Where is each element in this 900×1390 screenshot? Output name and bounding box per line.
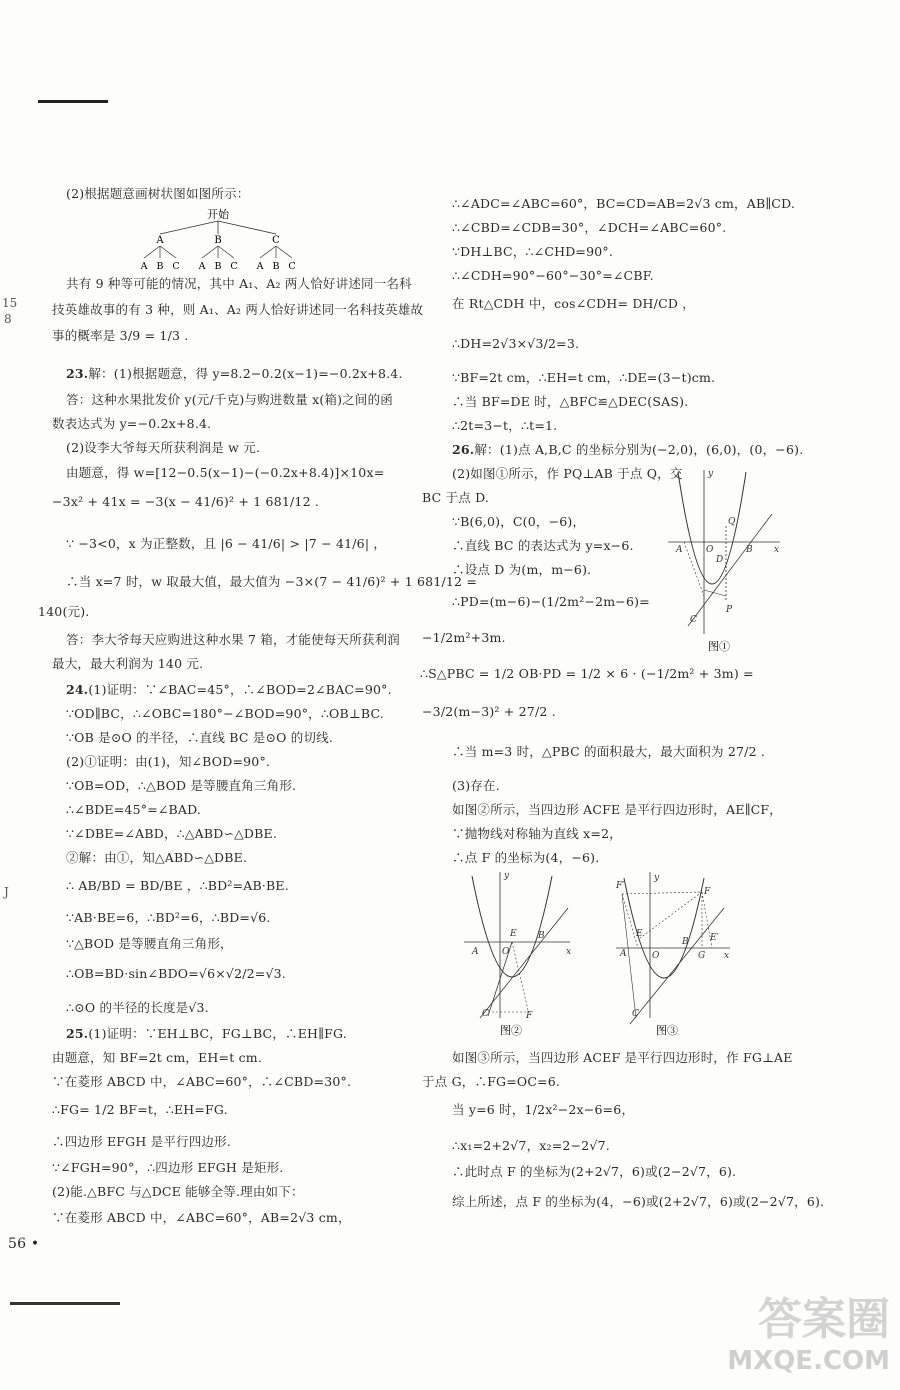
- text-line: 如图③所示，当四边形 ACEF 是平行四边形时，作 FG⊥AE: [452, 1050, 793, 1065]
- text-line: 答：李大爷每天应购进这种水果 7 箱，才能使每天所获利润: [66, 632, 401, 647]
- text-line: ∴当 x=7 时，w 取最大值，最大值为 −3×(7 − 41/6)² + 1 681/12 =: [66, 574, 478, 589]
- text-line: 如图②所示，当四边形 ACFE 是平行四边形时，AE∥CF，: [452, 802, 782, 817]
- text-line: ∵OB 是⊙O 的半径，∴直线 BC 是⊙O 的切线.: [66, 730, 334, 745]
- text-line: ∴S△PBC = 1/2 OB·PD = 1/2 × 6 · (−1/2m² + 3m) =: [420, 666, 754, 681]
- tree-leaf: B: [214, 261, 222, 272]
- fig2-label: y: [504, 871, 510, 881]
- figure-3: [612, 868, 742, 1038]
- figure-caption: 图①: [708, 640, 730, 653]
- text-line: −1/2m²+3m.: [422, 630, 506, 645]
- fig3-label: C: [632, 1009, 639, 1019]
- tree-leaf: A: [198, 261, 206, 272]
- fig1-label: P: [726, 605, 733, 615]
- text-line: ∵∠FGH=90°，∴四边形 EFGH 是矩形.: [52, 1160, 284, 1175]
- text-line: 140(元).: [38, 604, 90, 619]
- text-line: ∴此时点 F 的坐标为(2+2√7，6)或(2−2√7，6).: [452, 1164, 737, 1179]
- fig2-label: F: [526, 1011, 533, 1021]
- fig3-label: x: [724, 951, 730, 961]
- text-line: ∵DH⊥BC，∴∠CHD=90°.: [452, 244, 614, 259]
- fig2-label: O: [502, 947, 510, 957]
- text-line: ∴∠BDE=45°=∠BAD.: [66, 802, 202, 817]
- text-line: 当 y=6 时，1/2x²−2x−6=6，: [452, 1102, 635, 1117]
- question-number: 23.: [66, 366, 89, 381]
- scan-mark: [10, 1302, 120, 1305]
- fig1-label: B: [746, 545, 753, 555]
- watermark-top: 答案圈: [758, 1294, 890, 1345]
- fig3-label: A: [620, 949, 627, 959]
- text-line: (1)证明：∵∠BAC=45°，∴∠BOD=2∠BAC=90°.: [88, 682, 392, 697]
- tree-leaf: A: [140, 261, 148, 272]
- text-line: ∵在菱形 ABCD 中，∠ABC=60°，AB=2√3 cm，: [52, 1210, 351, 1225]
- text-line: ∵△BOD 是等腰直角三角形，: [66, 936, 233, 951]
- text-line: ∴∠CDH=90°−60°−30°=∠CBF.: [452, 268, 654, 283]
- question-number: 25.: [66, 1026, 89, 1041]
- question-number: 26.: [452, 442, 475, 457]
- tree-leaf: A: [256, 261, 264, 272]
- edge-mark: 15: [2, 296, 18, 310]
- edge-mark: J: [4, 885, 9, 899]
- text-line: 解：(1)根据题意，得 y=8.2−0.2(x−1)=−0.2x+8.4.: [88, 366, 403, 381]
- text-line: ∴DH=2√3×√3/2=3.: [452, 336, 580, 351]
- text-line: (3)存在.: [452, 778, 500, 793]
- page-number: 56 •: [8, 1236, 40, 1252]
- tree-diagram: [130, 208, 310, 272]
- fig3-label: B: [682, 937, 689, 947]
- fig2-label: E: [510, 929, 517, 939]
- fig3-label: F: [704, 887, 711, 897]
- fig3-label: G: [698, 951, 706, 961]
- text-line: ∵OD∥BC，∴∠OBC=180°−∠BOD=90°，∴OB⊥BC.: [66, 706, 384, 721]
- text-line: ∵BF=2t cm，∴EH=t cm，∴DE=(3−t)cm.: [452, 370, 716, 385]
- fig1-label: C: [690, 615, 697, 625]
- fig1-label: y: [708, 469, 714, 479]
- text-line: ∵∠DBE=∠ABD，∴△ABD∽△DBE.: [66, 826, 278, 841]
- text-line: −3x² + 41x = −3(x − 41/6)² + 1 681/12 .: [52, 494, 320, 509]
- fig2-label: B: [538, 931, 545, 941]
- text-line: ∴∠ADC=∠ABC=60°，BC=CD=AB=2√3 cm，AB∥CD.: [452, 196, 796, 211]
- text-line: ∴四边形 EFGH 是平行四边形.: [52, 1134, 232, 1149]
- text-line: ②解：由①，知△ABD∽△DBE.: [66, 850, 248, 865]
- text-line: ∴点 F 的坐标为(4，−6).: [452, 850, 600, 865]
- edge-mark: 8: [4, 312, 12, 326]
- text-line: (2)根据题意画树状图如图所示：: [66, 186, 250, 201]
- fig3-label: E: [636, 929, 643, 939]
- question-number: 24.: [66, 682, 89, 697]
- text-line: ∴ AB/BD = BD/BE ，∴BD²=AB·BE.: [66, 878, 289, 893]
- tree-node-c: C: [272, 235, 280, 246]
- text-line: 由题意，知 BF=2t cm，EH=t cm.: [52, 1050, 263, 1065]
- tree-root: 开始: [207, 208, 229, 221]
- text-line: 于点 G，∴FG=OC=6.: [422, 1074, 561, 1089]
- text-line: (2)能.△BFC 与△DCE 能够全等.理由如下：: [52, 1184, 304, 1199]
- fig1-label: D: [716, 555, 724, 565]
- text-line: 由题意，得 w=[12−0.5(x−1)−(−0.2x+8.4)]×10x=: [66, 465, 385, 480]
- text-line: ∴当 m=3 时，△PBC 的面积最大，最大面积为 27/2 .: [452, 744, 766, 759]
- text-line: ∵在菱形 ABCD 中，∠ABC=60°，∴∠CBD=30°.: [52, 1074, 352, 1089]
- fig1-label: A: [676, 545, 683, 555]
- fig2-label: C: [482, 1009, 489, 1019]
- text-line: 综上所述，点 F 的坐标为(4，−6)或(2+2√7，6)或(2−2√7，6).: [452, 1194, 825, 1209]
- text-line: ∴2t=3−t，∴t=1.: [452, 418, 558, 433]
- fig1-label: x: [774, 545, 780, 555]
- text-line: ∵ −3<0，x 为正整数，且 |6 − 41/6| > |7 − 41/6| ，: [66, 536, 387, 551]
- fig3-label: y: [654, 873, 660, 883]
- fig1-label: O: [706, 545, 714, 555]
- figure-caption: 图②: [500, 1024, 522, 1037]
- text-line: (2)设李大爷每天所获利润是 w 元.: [66, 440, 261, 455]
- text-line: ∴当 BF=DE 时，△BFC≌△DEC(SAS).: [452, 394, 689, 409]
- tree-leaf: C: [172, 261, 180, 272]
- tree-leaf: C: [288, 261, 296, 272]
- tree-leaf: B: [156, 261, 164, 272]
- text-line: ∴FG= 1/2 BF=t，∴EH=FG.: [52, 1102, 228, 1117]
- text-line: ∴PD=(m−6)−(1/2m²−2m−6)=: [452, 594, 650, 609]
- tree-leaf: B: [272, 261, 280, 272]
- text-line: 技英雄故事的有 3 种，则 A₁、A₂ 两人恰好讲述同一名科技英雄故: [52, 302, 424, 317]
- tree-node-b: B: [214, 235, 222, 246]
- text-line: −3/2(m−3)² + 27/2 .: [422, 704, 556, 719]
- watermark-bottom: MXQE.COM: [727, 1346, 890, 1376]
- text-line: ∴⊙O 的半径的长度是√3.: [66, 1000, 209, 1015]
- figure-caption: 图③: [656, 1024, 678, 1037]
- watermark: [720, 1294, 890, 1384]
- text-line: ∴设点 D 为(m，m−6).: [452, 562, 592, 577]
- figure-1: [668, 466, 788, 656]
- text-line: ∵AB·BE=6，∴BD²=6，∴BD=√6.: [66, 910, 271, 925]
- text-line: 事的概率是 3/9 = 1/3 .: [52, 328, 189, 343]
- text-line: (2)①证明：由(1)，知∠BOD=90°.: [66, 754, 271, 769]
- figure-2: [460, 868, 580, 1038]
- fig1-label: Q: [728, 517, 736, 527]
- text-line: 最大，最大利润为 140 元.: [52, 656, 204, 671]
- text-line: (1)证明：∵EH⊥BC，FG⊥BC，∴EH∥FG.: [88, 1026, 347, 1041]
- text-line: ∴x₁=2+2√7，x₂=2−2√7.: [452, 1138, 610, 1153]
- text-line: ∴直线 BC 的表达式为 y=x−6.: [452, 538, 634, 553]
- text-line: ∴∠CBD=∠CDB=30°，∠DCH=∠ABC=60°.: [452, 220, 727, 235]
- text-line: ∴OB=BD·sin∠BDO=√6×√2/2=√3.: [66, 966, 286, 981]
- scan-mark: [38, 100, 108, 103]
- text-line: ∵抛物线对称轴为直线 x=2，: [452, 826, 622, 841]
- text-line: 数表达式为 y=−0.2x+8.4.: [52, 416, 212, 431]
- fig2-label: A: [472, 947, 479, 957]
- text-line: 答：这种水果批发价 y(元/千克)与购进数量 x(箱)之间的函: [66, 392, 393, 407]
- fig3-label: F′: [616, 881, 625, 891]
- fig2-label: x: [566, 947, 572, 957]
- text-line: 解：(1)点 A,B,C 的坐标分别为(−2,0)，(6,0)，(0，−6).: [474, 442, 804, 457]
- fig3-label: E′: [710, 933, 719, 943]
- text-line: ∵OB=OD，∴△BOD 是等腰直角三角形.: [66, 778, 297, 793]
- text-line: 共有 9 种等可能的情况，其中 A₁、A₂ 两人恰好讲述同一名科: [66, 276, 412, 291]
- text-line: (2)如图①所示，作 PQ⊥AB 于点 Q，交: [452, 466, 683, 481]
- text-line: ∵B(6,0)，C(0，−6)，: [452, 514, 586, 529]
- text-line: 在 Rt△CDH 中，cos∠CDH= DH/CD ，: [452, 296, 695, 311]
- tree-leaf: C: [230, 261, 238, 272]
- fig3-label: O: [652, 951, 660, 961]
- text-line: BC 于点 D.: [422, 490, 490, 505]
- tree-node-a: A: [156, 235, 164, 246]
